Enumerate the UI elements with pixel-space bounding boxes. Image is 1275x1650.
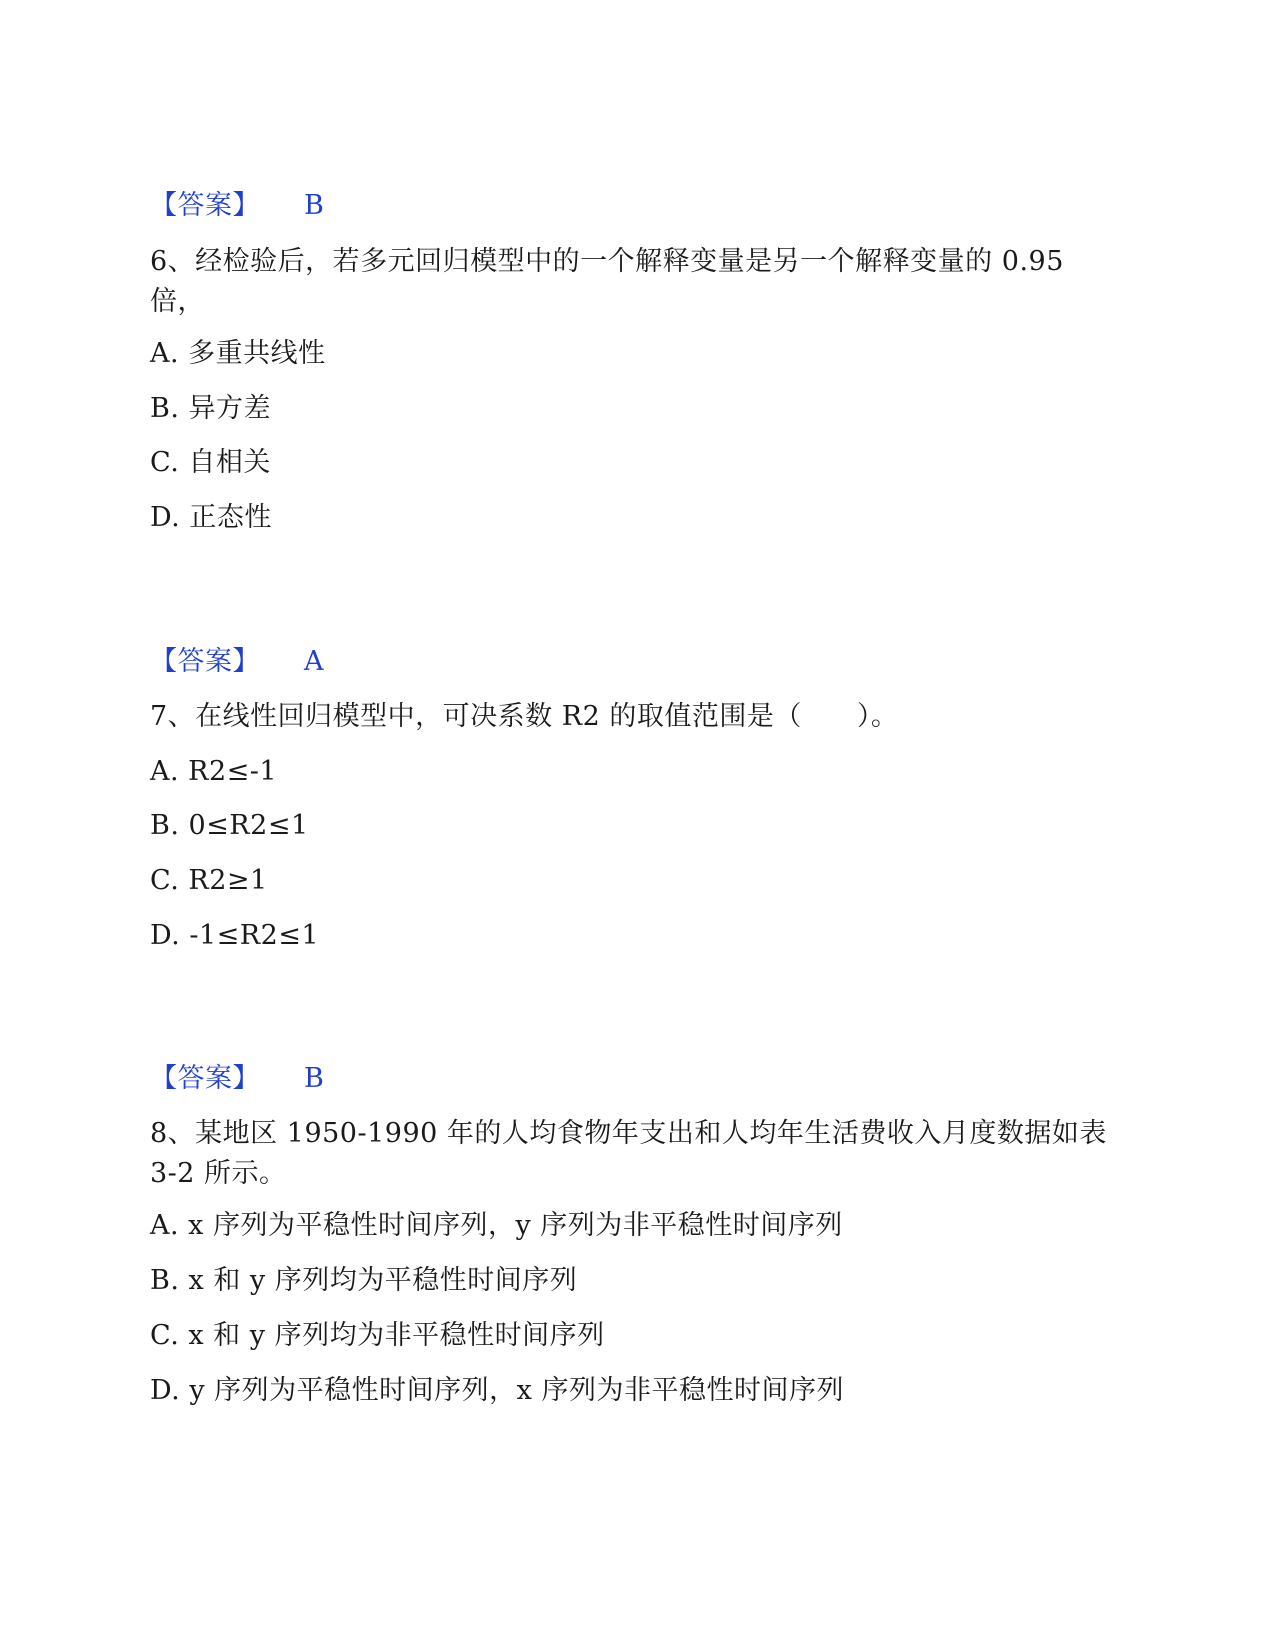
answer-line xyxy=(150,186,324,226)
option-c: C. x 和 y 序列均为非平稳性时间序列 xyxy=(150,1320,605,1351)
answer-label: 【答案】 xyxy=(150,1063,260,1094)
answer-value: B xyxy=(304,190,325,221)
option-d: D. -1≤R2≤1 xyxy=(150,920,320,951)
option-b: B. 异方差 xyxy=(150,393,272,424)
question-text: 8、某地区 1950-1990 年的人均食物年支出和人均年生活费收入月度数据如表 3-2 所示。 xyxy=(150,1118,1107,1189)
answer-label: 【答案】 xyxy=(150,646,260,677)
question-text: 6、经检验后，若多元回归模型中的一个解释变量是另一个解释变量的 0.95 倍， xyxy=(150,246,1064,317)
option-d: D. 正态性 xyxy=(150,502,272,533)
option-c: C. R2≥1 xyxy=(150,865,268,896)
question-text: 7、在线性回归模型中，可决系数 R2 的取值范围是（ ）。 xyxy=(150,701,899,732)
option-a: A. R2≤-1 xyxy=(150,756,278,787)
answer-line xyxy=(150,642,324,682)
answer-value: B xyxy=(304,1063,325,1094)
answer-label: 【答案】 xyxy=(150,190,260,221)
option-a: A. x 序列为平稳性时间序列，y 序列为非平稳性时间序列 xyxy=(150,1210,843,1241)
option-a: A. 多重共线性 xyxy=(150,338,326,369)
option-c: C. 自相关 xyxy=(150,447,271,478)
option-b: B. x 和 y 序列均为平稳性时间序列 xyxy=(150,1265,578,1296)
option-b: B. 0≤R2≤1 xyxy=(150,810,309,841)
answer-value: A xyxy=(304,646,324,677)
answer-line xyxy=(150,1059,324,1099)
option-d: D. y 序列为平稳性时间序列，x 序列为非平稳性时间序列 xyxy=(150,1375,844,1406)
